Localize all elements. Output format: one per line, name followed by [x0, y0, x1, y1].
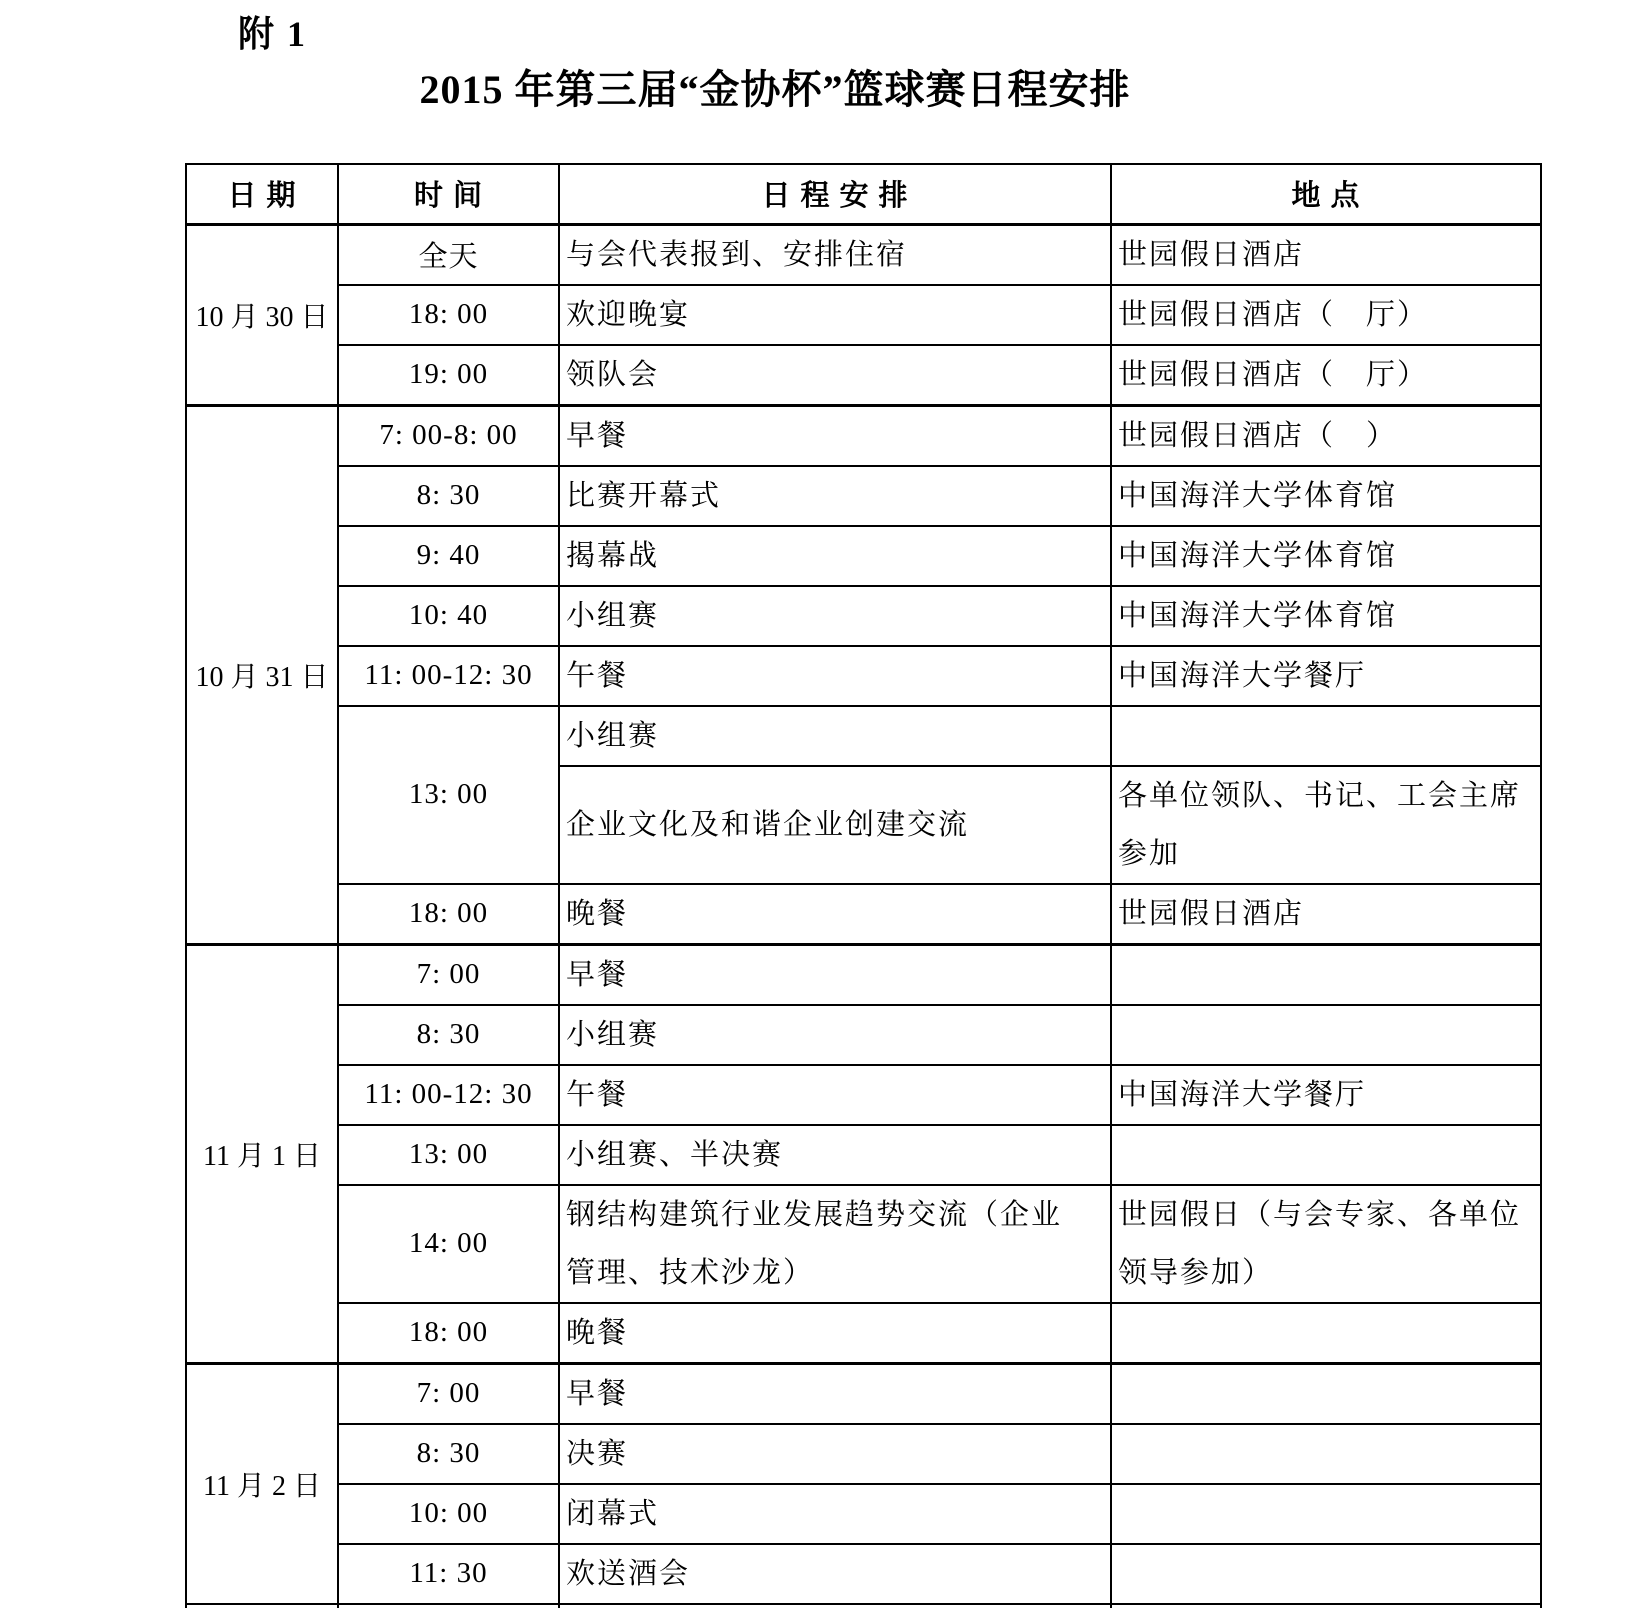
table-row — [186, 1065, 1541, 1125]
attachment-label: 附 1 — [238, 14, 308, 54]
event-cell: 晚餐 — [559, 884, 1111, 945]
table-row — [186, 1303, 1541, 1364]
event-cell: 早餐 — [559, 405, 1111, 466]
table-row — [186, 586, 1541, 646]
date-cell: 10 月 30 日 — [186, 224, 338, 405]
date-cell: 11 月 1 日 — [186, 944, 338, 1363]
table-row — [186, 646, 1541, 706]
table-row — [186, 944, 1541, 1005]
time-cell: 11: 30 — [338, 1544, 559, 1604]
event-cell: 小组赛 — [559, 586, 1111, 646]
event-cell: 与会代表报到、安排住宿 — [559, 224, 1111, 285]
event-cell: 企业文化及和谐企业创建交流 — [559, 766, 1111, 884]
event-cell: 小组赛、半决赛 — [559, 1125, 1111, 1185]
time-cell: 7: 00 — [338, 944, 559, 1005]
location-cell: 世园假日酒店（ 厅） — [1111, 285, 1541, 345]
table-head — [186, 164, 1541, 224]
time-cell: 11: 00-12: 30 — [338, 1065, 559, 1125]
location-cell: 世园假日酒店（ ） — [1111, 405, 1541, 466]
table-row — [186, 1363, 1541, 1424]
location-cell: 中国海洋大学体育馆 — [1111, 466, 1541, 526]
header-cell-location: 地点 — [1111, 164, 1541, 224]
table-row — [186, 1185, 1541, 1303]
time-cell: 7: 00-8: 00 — [338, 405, 559, 466]
table-row — [186, 884, 1541, 945]
event-cell: 小组赛 — [559, 1005, 1111, 1065]
event-cell: 午餐 — [559, 1065, 1111, 1125]
location-cell: 中国海洋大学餐厅 — [1111, 646, 1541, 706]
time-cell: 10: 00 — [338, 1484, 559, 1544]
header-cell-date: 日期 — [186, 164, 338, 224]
location-cell: 中国海洋大学餐厅 — [1111, 1065, 1541, 1125]
time-cell: 18: 00 — [338, 884, 559, 945]
location-cell: 世园假日酒店 — [1111, 884, 1541, 945]
time-cell: 18: 00 — [338, 285, 559, 345]
location-cell — [1111, 1424, 1541, 1484]
cutoff-cell — [559, 1604, 1111, 1608]
time-cell: 14: 00 — [338, 1185, 559, 1303]
location-cell — [1111, 1125, 1541, 1185]
event-cell: 晚餐 — [559, 1303, 1111, 1364]
location-cell — [1111, 1303, 1541, 1364]
time-cell: 18: 00 — [338, 1303, 559, 1364]
event-cell: 钢结构建筑行业发展趋势交流（企业管理、技术沙龙） — [559, 1185, 1111, 1303]
location-cell — [1111, 1363, 1541, 1424]
table-row — [186, 405, 1541, 466]
time-cell: 11: 00-12: 30 — [338, 646, 559, 706]
location-cell: 中国海洋大学体育馆 — [1111, 526, 1541, 586]
event-cell: 领队会 — [559, 345, 1111, 406]
location-cell: 中国海洋大学体育馆 — [1111, 586, 1541, 646]
event-cell: 欢送酒会 — [559, 1544, 1111, 1604]
table-row — [186, 1424, 1541, 1484]
table-row — [186, 1005, 1541, 1065]
event-cell: 小组赛 — [559, 706, 1111, 766]
date-cell: 10 月 31 日 — [186, 405, 338, 944]
table-body — [186, 224, 1541, 1608]
time-cell: 8: 30 — [338, 1005, 559, 1065]
cutoff-cell — [338, 1604, 559, 1608]
time-cell: 8: 30 — [338, 466, 559, 526]
schedule-table — [185, 163, 1542, 1608]
header-row — [186, 164, 1541, 224]
event-cell: 早餐 — [559, 944, 1111, 1005]
event-cell: 闭幕式 — [559, 1484, 1111, 1544]
location-cell — [1111, 1484, 1541, 1544]
location-cell: 世园假日酒店 — [1111, 224, 1541, 285]
time-cell: 10: 40 — [338, 586, 559, 646]
cutoff-row — [186, 1604, 1541, 1608]
time-cell: 19: 00 — [338, 345, 559, 406]
location-cell: 世园假日（与会专家、各单位领导参加） — [1111, 1185, 1541, 1303]
event-cell: 早餐 — [559, 1363, 1111, 1424]
page-title: 2015 年第三届“金协杯”篮球赛日程安排 — [419, 67, 1131, 112]
time-cell: 13: 00 — [338, 1125, 559, 1185]
event-cell: 午餐 — [559, 646, 1111, 706]
location-cell — [1111, 1544, 1541, 1604]
event-cell: 揭幕战 — [559, 526, 1111, 586]
header-cell-time: 时间 — [338, 164, 559, 224]
time-cell: 8: 30 — [338, 1424, 559, 1484]
table-row — [186, 1544, 1541, 1604]
time-cell: 全天 — [338, 224, 559, 285]
location-cell — [1111, 944, 1541, 1005]
location-cell: 各单位领队、书记、工会主席参加 — [1111, 766, 1541, 884]
table-row — [186, 285, 1541, 345]
event-cell: 比赛开幕式 — [559, 466, 1111, 526]
table-row — [186, 466, 1541, 526]
table-row — [186, 1484, 1541, 1544]
header-cell-schedule: 日程安排 — [559, 164, 1111, 224]
location-cell — [1111, 706, 1541, 766]
event-cell: 欢迎晚宴 — [559, 285, 1111, 345]
table-row — [186, 1125, 1541, 1185]
time-cell: 13: 00 — [338, 706, 559, 884]
table-row — [186, 526, 1541, 586]
event-cell: 决赛 — [559, 1424, 1111, 1484]
time-cell: 9: 40 — [338, 526, 559, 586]
location-cell — [1111, 1005, 1541, 1065]
date-cell: 11 月 2 日 — [186, 1363, 338, 1604]
table-row — [186, 224, 1541, 285]
location-cell: 世园假日酒店（ 厅） — [1111, 345, 1541, 406]
time-cell: 7: 00 — [338, 1363, 559, 1424]
table-row — [186, 345, 1541, 406]
cutoff-cell — [186, 1604, 338, 1608]
cutoff-cell — [1111, 1604, 1541, 1608]
table-row — [186, 706, 1541, 766]
